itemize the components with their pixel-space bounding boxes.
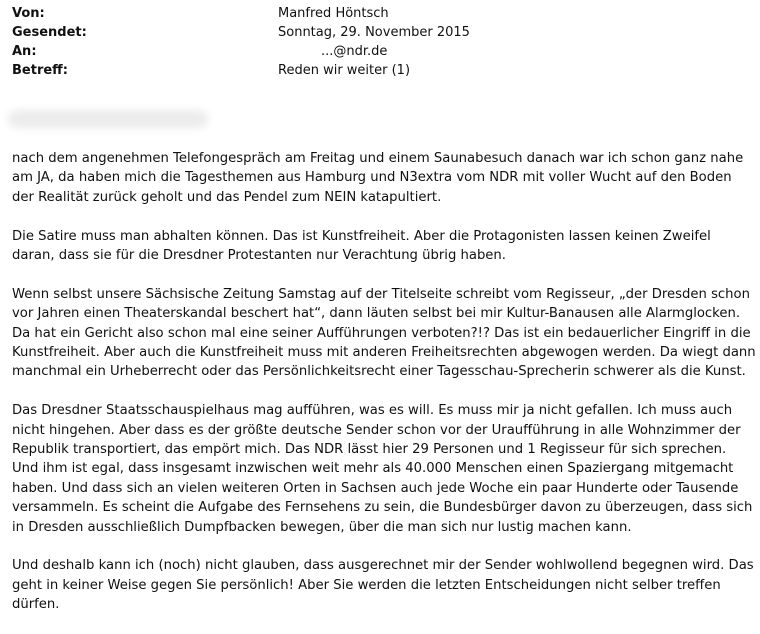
email-header bbox=[12, 4, 752, 80]
email-body bbox=[12, 149, 756, 634]
from-value: Manfred Höntsch bbox=[278, 6, 389, 21]
to-value: ...@ndr.de bbox=[321, 44, 388, 59]
to-label: An: bbox=[12, 44, 37, 59]
sent-label: Gesendet: bbox=[12, 25, 87, 40]
body-paragraph: Wenn selbst unsere Sächsische Zeitung Samstag auf der Titelseite schreibt vom Regisseur, „der Dresden schon vor Jahren einen Theaterskandal beschert hat“, dann läuten selbst bei mir Kultur-Banausen alle Alarmglocken. Da hat ein Gericht also schon mal eine seiner Aufführungen verboten?!? Das ist ein bedauerlicher Eingriff in die Kunstfreiheit. Aber auch die Kunstfreiheit muss mit anderen Freiheitsrechten abgewogen werden. Da wiegt dann manchmal ein Urheberrecht oder das Persönlichkeitsrecht einer Tagesschau-Sprecherin schwerer als die Kunst. bbox=[12, 286, 756, 380]
body-paragraph: nach dem angenehmen Telefongespräch am Freitag und einem Saunabesuch danach war ich schon ganz nahe am JA, da haben mich die Tagesthemen aus Hamburg und N3extra vom NDR mit voller Wucht auf den Boden der Realität zurück geholt und das Pendel zum NEIN katapultiert. bbox=[12, 151, 744, 205]
subject-label: Betreff: bbox=[12, 63, 68, 78]
redacted-salutation bbox=[8, 110, 208, 128]
sent-value: Sonntag, 29. November 2015 bbox=[278, 25, 470, 40]
subject-row bbox=[12, 61, 752, 80]
subject-value: Reden wir weiter (1) bbox=[278, 63, 411, 78]
body-paragraph: Das Dresdner Staatsschauspielhaus mag aufführen, was es will. Es muss mir ja nicht gefallen. Ich muss auch nicht hingehen. Aber dass es der größte deutsche Sender schon vor der Uraufführung in alle Wohnzimmer der Republik transportiert, das empört mich. Das NDR lässt hier 29 Personen und 1 Regisseur für sich sprechen. Und ihm ist egal, dass insgesamt inzwischen weit mehr als 40.000 Menschen einen Spaziergang mitgemacht haben. Und dass sich an vielen weiteren Orten in Sachsen auch jede Woche ein paar Hunderte oder Tausende versammeln. Es scheint die Aufgabe des Fernsehens zu sein, die Bundesbürger davon zu überzeugen, dass sich in Dresden ausschließlich Dumpfbacken bewegen, über die man sich nur lustig machen kann. bbox=[12, 403, 753, 535]
from-row bbox=[12, 4, 752, 23]
body-paragraph: Und deshalb kann ich (noch) nicht glauben, dass ausgerechnet mir der Sender wohlwollend begegnen wird. Das geht in keiner Weise gegen Sie persönlich! Aber Sie werden die letzten Entscheidungen nicht selber treffen dürfen. bbox=[12, 558, 754, 613]
to-row bbox=[12, 42, 752, 61]
body-paragraph: Die Satire muss man abhalten können. Das ist Kunstfreiheit. Aber die Protagonisten lassen keinen Zweifel daran, dass sie für die Dresdner Protestanten nur Verachtung übrig haben. bbox=[12, 228, 711, 264]
sent-row bbox=[12, 23, 752, 42]
from-label: Von: bbox=[12, 6, 45, 21]
